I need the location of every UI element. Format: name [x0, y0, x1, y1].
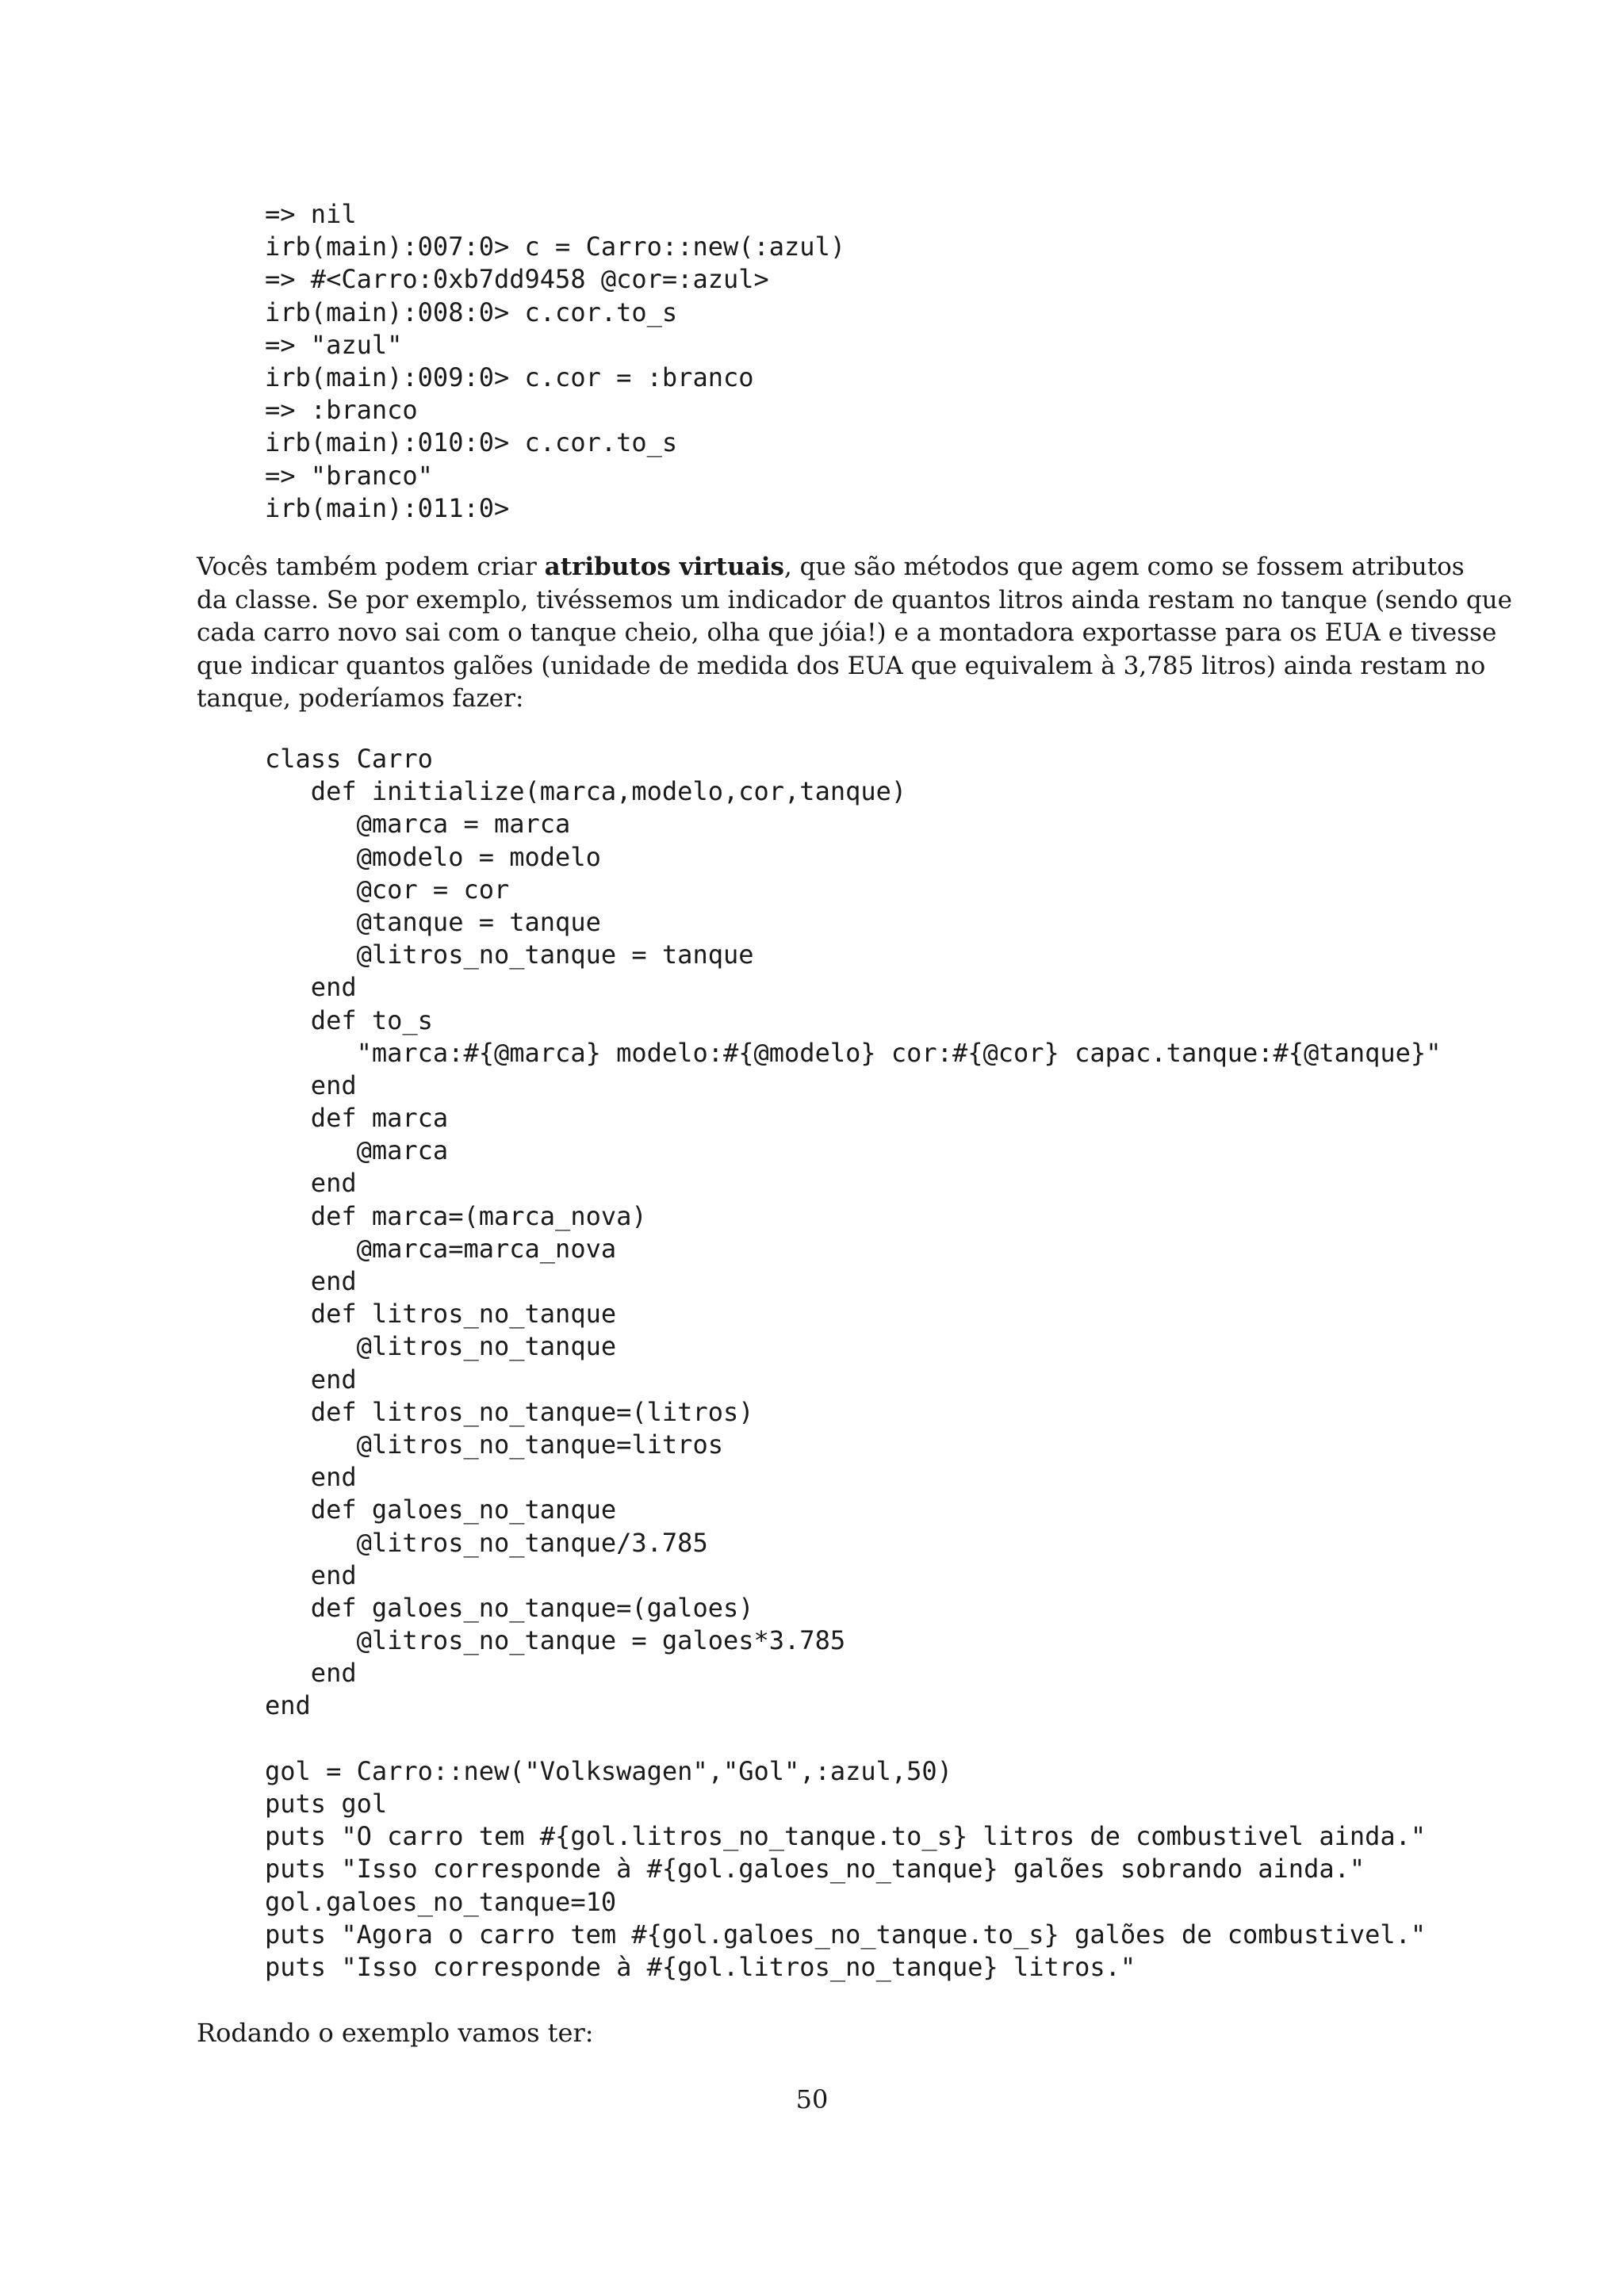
code-line: end	[265, 1364, 357, 1395]
code-line: => #<Carro:0xb7dd9458 @cor=:azul>	[265, 264, 769, 295]
code-line: "marca:#{@marca} modelo:#{@modelo} cor:#{@cor} capac.tanque:#{@tanque}"	[265, 1037, 1442, 1068]
irb-session-code-block	[265, 198, 845, 525]
code-line: end	[265, 1559, 357, 1590]
code-line: @litros_no_tanque = tanque	[265, 939, 754, 970]
code-line: end	[265, 972, 357, 1003]
paragraph-line: cada carro novo sai com o tanque cheio, olha que jóia!) e a montadora exportasse para os EUA e tivesse	[197, 618, 1497, 647]
code-line: @litros_no_tanque = galoes*3.785	[265, 1625, 846, 1656]
code-line: irb(main):009:0> c.cor = :branco	[265, 362, 754, 392]
code-line: irb(main):007:0> c = Carro::new(:azul)	[265, 232, 846, 262]
code-line: def marca	[265, 1103, 449, 1134]
run-example-paragraph: Rodando o exemplo vamos ter:	[197, 2018, 594, 2048]
code-line: puts gol	[265, 1789, 388, 1819]
code-line: end	[265, 1070, 357, 1100]
paragraph-line: tanque, poderíamos fazer:	[197, 684, 524, 713]
paragraph-line: que indicar quantos galões (unidade de medida dos EUA que equivalem à 3,785 litros) ainda restam no	[197, 651, 1486, 680]
code-line: @litros_no_tanque=litros	[265, 1429, 723, 1460]
code-line: gol = Carro::new("Volkswagen","Gol",:azul,50)	[265, 1755, 952, 1786]
code-line: class Carro	[265, 744, 433, 774]
code-line: => nil	[265, 199, 357, 229]
code-line: end	[265, 1266, 357, 1296]
code-line: puts "Isso corresponde à #{gol.litros_no_tanque} litros."	[265, 1951, 1136, 1982]
page-number: 50	[795, 2084, 829, 2114]
code-line: end	[265, 1168, 357, 1199]
code-line: irb(main):010:0> c.cor.to_s	[265, 427, 678, 458]
code-line: def litros_no_tanque	[265, 1299, 617, 1330]
code-line: => "azul"	[265, 329, 403, 360]
code-line: => "branco"	[265, 460, 433, 491]
paragraph-text: , que são métodos que agem como se fossem atributos	[783, 553, 1465, 581]
intro-paragraph	[197, 551, 1512, 716]
code-line: => :branco	[265, 395, 418, 426]
paragraph-text: Vocês também podem criar	[197, 553, 545, 581]
code-line: @marca	[265, 1135, 449, 1166]
code-line: puts "Agora o carro tem #{gol.galoes_no_tanque.to_s} galões de combustivel."	[265, 1919, 1427, 1950]
code-line: gol.galoes_no_tanque=10	[265, 1886, 617, 1917]
code-line: @litros_no_tanque	[265, 1331, 617, 1362]
paragraph-line: da classe. Se por exemplo, tivéssemos um indicador de quantos litros ainda restam no tanque (sendo que	[197, 585, 1512, 614]
code-line: def initialize(marca,modelo,cor,tanque)	[265, 776, 907, 807]
code-line: def marca=(marca_nova)	[265, 1200, 647, 1231]
code-line: end	[265, 1462, 357, 1493]
code-line: end	[265, 1690, 311, 1721]
code-line: def galoes_no_tanque=(galoes)	[265, 1592, 754, 1623]
code-line: @tanque = tanque	[265, 906, 601, 937]
code-line: @marca = marca	[265, 809, 571, 840]
code-line: def to_s	[265, 1004, 433, 1035]
code-line: irb(main):011:0>	[265, 492, 510, 523]
bold-term: atributos virtuais	[544, 553, 784, 581]
paragraph-line	[197, 551, 1465, 584]
code-line: def litros_no_tanque=(litros)	[265, 1396, 754, 1427]
code-line: @marca=marca_nova	[265, 1233, 617, 1264]
code-line: @cor = cor	[265, 874, 510, 905]
code-line: @litros_no_tanque/3.785	[265, 1527, 708, 1558]
code-line: @modelo = modelo	[265, 841, 601, 872]
code-line: puts "O carro tem #{gol.litros_no_tanque.to_s} litros de combustivel ainda."	[265, 1821, 1427, 1852]
code-line	[265, 1723, 1441, 1755]
class-carro-code-block	[265, 743, 1441, 1984]
code-line: def galoes_no_tanque	[265, 1494, 617, 1525]
code-line: irb(main):008:0> c.cor.to_s	[265, 297, 678, 327]
code-line: puts "Isso corresponde à #{gol.galoes_no_tanque} galões sobrando ainda."	[265, 1854, 1365, 1885]
code-line: end	[265, 1658, 357, 1689]
